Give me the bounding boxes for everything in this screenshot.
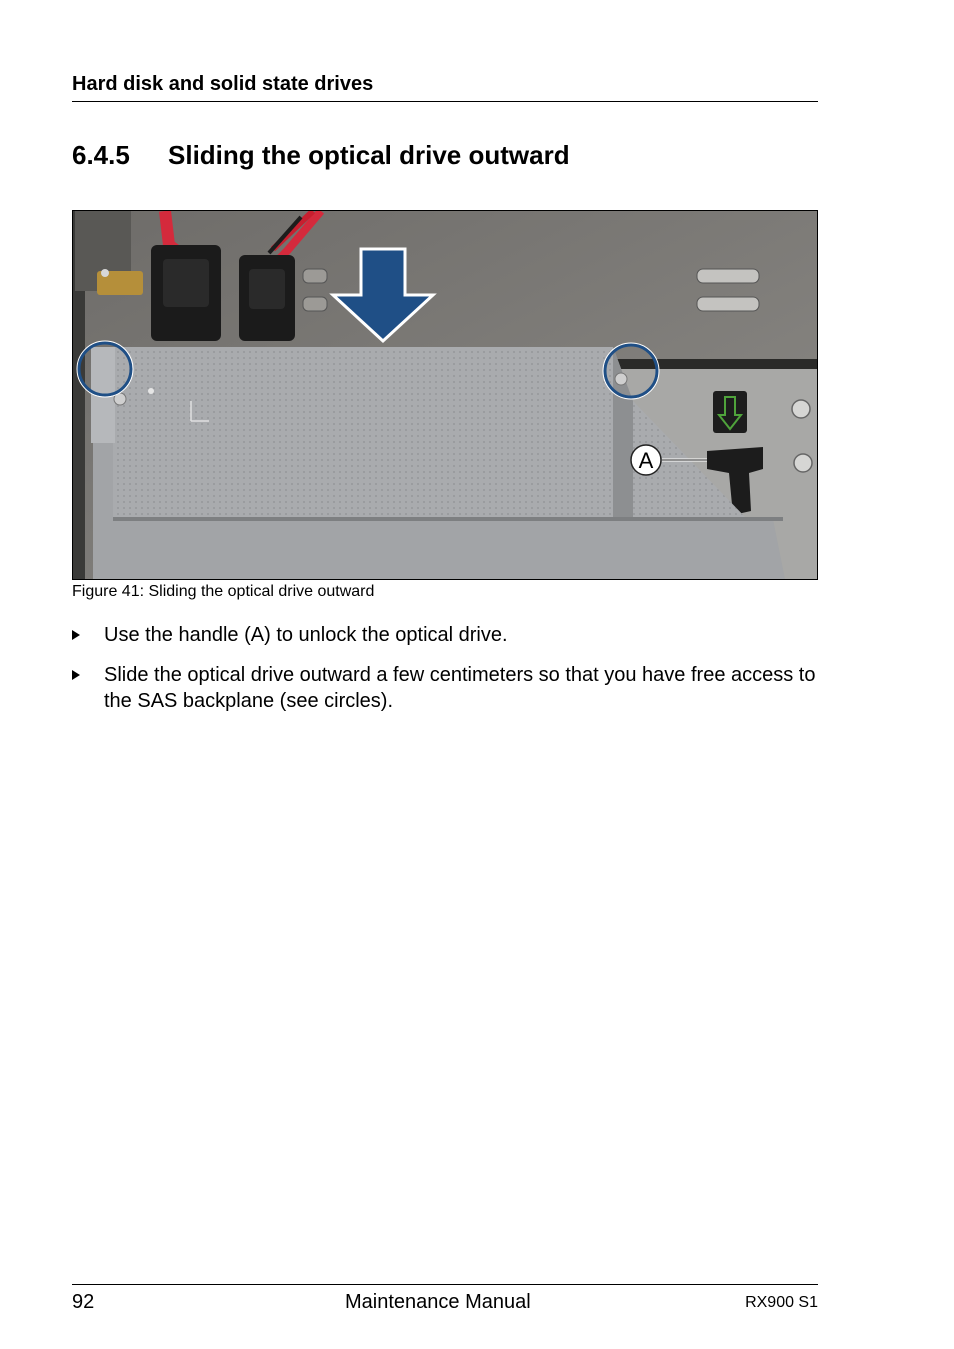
instruction-steps xyxy=(72,622,818,728)
model-name: RX900 S1 xyxy=(745,1294,818,1311)
figure-photo xyxy=(72,210,818,580)
section-heading xyxy=(72,139,818,171)
figure-caption: Figure 41: Sliding the optical drive outward xyxy=(72,583,375,600)
manual-title: Maintenance Manual xyxy=(345,1291,531,1313)
page-footer xyxy=(72,1284,818,1315)
section-number: 6.4.5 xyxy=(72,140,130,170)
step-item xyxy=(72,622,818,648)
page-number: 92 xyxy=(72,1291,95,1313)
optical-drive-illustration xyxy=(73,211,817,579)
running-header: Hard disk and solid state drives xyxy=(72,72,818,102)
step-item xyxy=(72,662,818,714)
step-text: Slide the optical drive outward a few centimeters so that you have free access to the SAS backplane (see circles). xyxy=(104,664,816,712)
step-text: Use the handle (A) to unlock the optical drive. xyxy=(104,624,508,646)
section-title: Sliding the optical drive outward xyxy=(168,140,570,170)
bullet-arrow-icon xyxy=(72,630,80,640)
bullet-arrow-icon xyxy=(72,670,80,680)
callout-a-label: A xyxy=(638,448,654,473)
